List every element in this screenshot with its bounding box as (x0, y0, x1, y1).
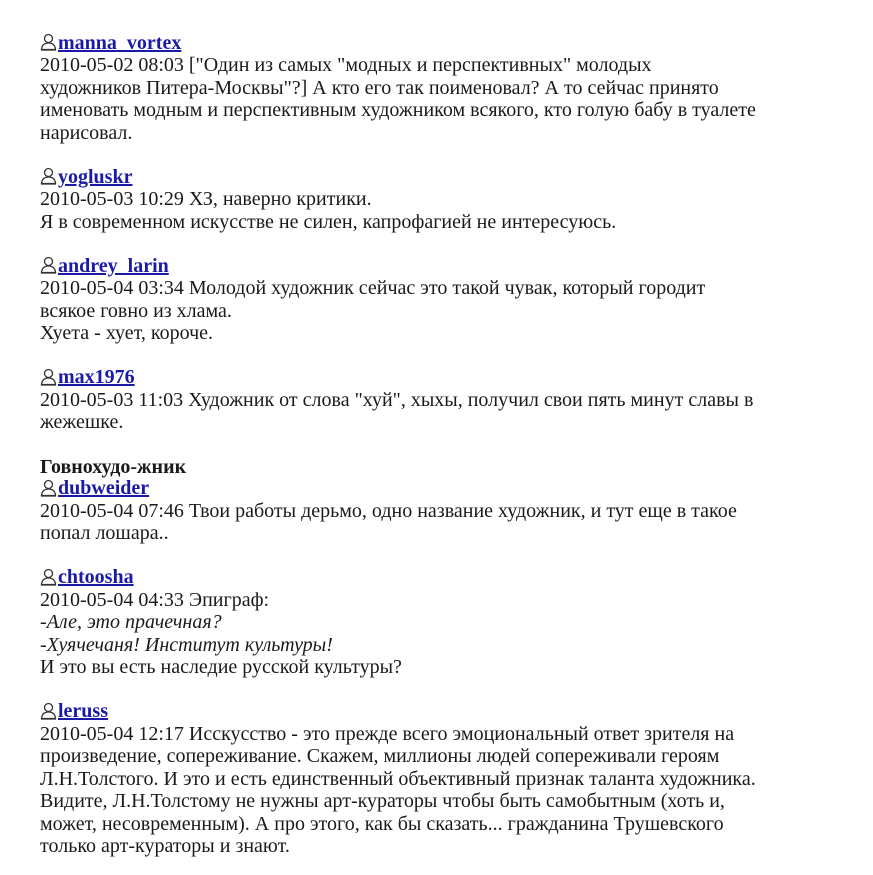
user-silhouette-icon[interactable] (40, 256, 57, 274)
comment-text (40, 188, 853, 233)
username-link[interactable]: yogluskr (58, 165, 133, 188)
comment-line: И это вы есть наследие русской культуры? (40, 656, 402, 678)
comment (40, 478, 853, 545)
user-silhouette-icon[interactable] (40, 479, 57, 497)
section-heading: Говнохудо-жник (40, 455, 187, 478)
comment-line: попал лошара.. (40, 522, 169, 544)
comment-line: нарисовал. (40, 121, 133, 144)
comment-line: Хуета - хует, короче. (40, 322, 214, 344)
user-silhouette-icon[interactable] (40, 702, 57, 720)
comment-line: 2010-05-04 03:34 Молодой художник сейчас это такой чувак, который городит (40, 277, 706, 299)
comment-author (40, 166, 853, 188)
comment-author (40, 701, 853, 723)
comment (40, 166, 853, 233)
comment-author (40, 32, 853, 54)
username-link[interactable]: dubweider (58, 477, 150, 500)
comment-line: только арт-кураторы и знают. (40, 835, 290, 857)
comment-line-italic: -Але, это прачечная? (40, 611, 222, 633)
comment-line: именовать модным и перспективным художником всякого, кто голую бабу в туалете (40, 99, 756, 121)
comment-author (40, 255, 853, 277)
user-silhouette-icon[interactable] (40, 568, 57, 586)
comment-line: Видите, Л.Н.Толстому не нужны арт-кураторы чтобы быть самобытным (хоть и, (40, 790, 725, 812)
username-link[interactable]: manna_vortex (58, 31, 182, 54)
comment-author (40, 367, 853, 389)
user-silhouette-icon[interactable] (40, 33, 57, 51)
comment (40, 567, 853, 679)
username-link[interactable]: max1976 (58, 366, 135, 389)
comment-line: всякое говно из хлама. (40, 299, 232, 322)
comment-line: 2010-05-04 04:33 Эпиграф: (40, 588, 270, 611)
comment-text (40, 54, 853, 144)
comment (40, 367, 853, 434)
comment-text (40, 389, 853, 434)
comment-line: произведение, сопереживание. Скажем, миллионы людей сопереживали героям (40, 745, 720, 767)
user-silhouette-icon[interactable] (40, 368, 57, 386)
comment-line: 2010-05-02 08:03 ["Один из самых "модных и перспективных" молодых (40, 54, 652, 76)
comment-line: Я в современном искусстве не силен, капрофагией не интересуюсь. (40, 210, 617, 233)
comment-text (40, 723, 853, 858)
comment (40, 32, 853, 144)
comment (40, 255, 853, 345)
comment-line: 2010-05-03 11:03 Художник от слова "хуй", хыхы, получил свои пять минут славы в (40, 388, 754, 411)
comment-text (40, 589, 853, 679)
comment (40, 701, 853, 858)
comment-text (40, 277, 853, 345)
comment-line: 2010-05-04 12:17 Исскусство - это прежде всего эмоциональный ответ зрителя на (40, 722, 735, 745)
comment-line: художников Питера-Москвы"?] А кто его так поименовал? А то сейчас принято (40, 76, 719, 99)
comment-line: 2010-05-03 10:29 ХЗ, наверно критики. (40, 188, 372, 210)
comment-line: 2010-05-04 07:46 Твои работы дерьмо, одно название художник, и тут еще в такое (40, 499, 737, 522)
comment-line-italic: -Хуячечаня! Институт культуры! (40, 633, 333, 656)
comment-line: Л.Н.Толстого. И это и есть единственный объективный признак таланта художника. (40, 767, 756, 790)
username-link[interactable]: leruss (58, 700, 108, 723)
comment-author (40, 478, 853, 500)
comment-line: может, несовременным). А про этого, как бы сказать... гражданина Трушевского (40, 812, 724, 835)
comment-author (40, 567, 853, 589)
comment-line: жежешке. (40, 411, 124, 433)
user-silhouette-icon[interactable] (40, 167, 57, 185)
comment-text (40, 500, 853, 545)
username-link[interactable]: chtoosha (58, 566, 134, 589)
username-link[interactable]: andrey_larin (58, 254, 169, 277)
